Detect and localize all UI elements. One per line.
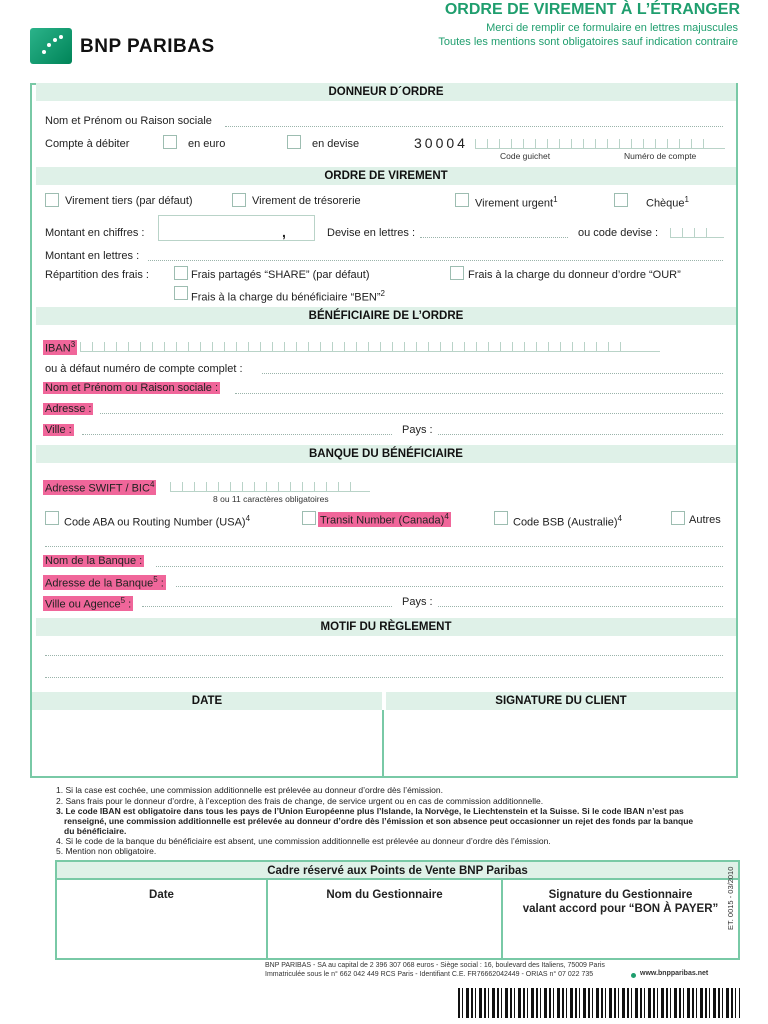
nom-banque-label: Nom de la Banque : — [45, 555, 143, 567]
cadre-date-label: Date — [149, 889, 174, 901]
devise-checkbox[interactable] — [287, 135, 301, 149]
cadre-signature-label-1: Signature du Gestionnaire — [548, 889, 693, 901]
devise-lettres-field[interactable] — [420, 237, 568, 238]
cheque-checkbox[interactable] — [614, 193, 628, 207]
bank-code-value: 30004 — [414, 135, 468, 151]
footer-bullet-icon — [631, 973, 636, 978]
signature-box[interactable] — [386, 710, 736, 776]
devise-label: en devise — [312, 138, 360, 150]
ville-agence-label: Ville ou Agence$^5$ : — [45, 596, 132, 611]
date-box[interactable] — [32, 710, 382, 776]
code-devise-label: ou code devise : — [578, 227, 659, 239]
signature-header: SIGNATURE DU CLIENT — [386, 692, 736, 710]
numero-compte-label: Numéro de compte — [624, 151, 697, 161]
devise-lettres-label: Devise en lettres : — [327, 227, 416, 239]
form-reference: ET. 0015 - 03/2010 — [726, 866, 735, 930]
date-signature-divider — [382, 710, 384, 778]
swift-label: Adresse SWIFT / BIC$^4$ — [45, 480, 155, 495]
footnote-3-cont2: du bénéficiaire. — [64, 826, 127, 836]
form-subtitle-1: Merci de remplir ce formulaire en lettres majuscules — [486, 22, 738, 34]
footer-legal-2: Immatriculée sous le n° 662 042 449 RCS Paris - Identifiant C.E. FR76662042449 - ORIAS n° 07 022 735 — [265, 971, 594, 978]
motif-line-1[interactable] — [45, 655, 723, 656]
footnote-5: 5. Mention non obligatoire. — [56, 846, 157, 856]
form-title: ORDRE DE VIREMENT À L’ÉTRANGER — [444, 1, 740, 18]
ville-agence-field[interactable] — [142, 606, 392, 607]
virement-tiers-checkbox[interactable] — [45, 193, 59, 207]
autres-label: Autres — [689, 514, 721, 526]
virement-tiers-label: Virement tiers (par défaut) — [65, 195, 193, 207]
montant-chiffres-input[interactable] — [158, 215, 315, 241]
virement-tresorerie-checkbox[interactable] — [232, 193, 246, 207]
virement-urgent-label: Virement urgent$^1$ — [475, 195, 558, 210]
beneficiaire-nom-label: Nom et Prénom ou Raison sociale : — [45, 382, 219, 394]
section-motif-header: MOTIF DU RÈGLEMENT — [36, 618, 736, 636]
repartition-frais-label: Répartition des frais : — [45, 269, 149, 281]
footnote-3-cont: renseigné, une commission additionnelle est prélevée au donneur d’ordre dès l’émission et son absence peut occasionner un rejet des fonds par la banque — [64, 816, 694, 826]
banque-code-field[interactable] — [45, 546, 723, 547]
main-form-frame — [30, 83, 738, 778]
frais-share-checkbox[interactable] — [174, 266, 188, 280]
swift-note: 8 ou 11 caractères obligatoires — [213, 494, 329, 504]
compte-debiter-label: Compte à débiter — [45, 138, 130, 150]
iban-cells[interactable] — [80, 342, 660, 352]
aba-label: Code ABA ou Routing Number (USA)$^4$ — [64, 514, 251, 529]
transit-label: Transit Number (Canada)$^4$ — [320, 512, 449, 527]
banque-pays-label: Pays : — [402, 596, 433, 608]
footnote-4: 4. Si le code de la banque du bénéficiaire est absent, une commission additionnelle est prélevée au donneur d’ordre dès l’émission. — [56, 836, 551, 846]
iban-label: IBAN$^3$ — [45, 340, 76, 355]
beneficiaire-ville-label: Ville : — [45, 424, 72, 436]
section-ordre-header: ORDRE DE VIREMENT — [36, 167, 736, 185]
virement-urgent-checkbox[interactable] — [455, 193, 469, 207]
beneficiaire-pays-field[interactable] — [438, 434, 723, 435]
frais-our-checkbox[interactable] — [450, 266, 464, 280]
adresse-banque-label: Adresse de la Banque$^5$ : — [45, 575, 164, 590]
brand-name: BNP PARIBAS — [80, 36, 215, 57]
date-header: DATE — [32, 692, 382, 710]
frais-share-label: Frais partagés “SHARE” (par défaut) — [191, 269, 370, 281]
code-devise-cells[interactable] — [670, 228, 724, 238]
cadre-gestionnaire-label: Nom du Gestionnaire — [326, 889, 443, 901]
banque-pays-field[interactable] — [438, 606, 723, 607]
code-guichet-label: Code guichet — [500, 151, 551, 161]
donneur-nom-label: Nom et Prénom ou Raison sociale — [45, 115, 212, 127]
swift-cells[interactable] — [170, 482, 370, 492]
bnp-logo-icon — [30, 28, 72, 64]
bsb-label: Code BSB (Australie)$^4$ — [513, 514, 622, 529]
aba-checkbox[interactable] — [45, 511, 59, 525]
montant-lettres-field[interactable] — [148, 260, 723, 261]
beneficiaire-adresse-label: Adresse : — [45, 403, 92, 415]
footer-legal-1: BNP PARIBAS - SA au capital de 2 396 307 068 euros - Siège social : 16, boulevard des Italiens, 75009 Paris — [265, 962, 605, 969]
transit-checkbox[interactable] — [302, 511, 316, 525]
montant-lettres-label: Montant en lettres : — [45, 250, 140, 262]
adresse-banque-field[interactable] — [176, 586, 723, 587]
virement-tresorerie-label: Virement de trésorerie — [252, 195, 361, 207]
donneur-nom-field[interactable] — [225, 126, 723, 127]
frais-ben-checkbox[interactable] — [174, 286, 188, 300]
barcode-icon — [458, 988, 740, 1018]
nom-banque-field[interactable] — [156, 566, 723, 567]
account-number-cells[interactable] — [475, 139, 725, 149]
montant-chiffres-label: Montant en chiffres : — [45, 227, 145, 239]
compte-defaut-field[interactable] — [262, 373, 723, 374]
footnote-2: 2. Sans frais pour le donneur d’ordre, à l’exception des frais de change, de service urgent ou en cas de commission additionnelle. — [56, 796, 544, 806]
beneficiaire-ville-field[interactable] — [82, 434, 392, 435]
autres-checkbox[interactable] — [671, 511, 685, 525]
cadre-reserve-title: Cadre réservé aux Points de Vente BNP Paribas — [57, 862, 738, 880]
beneficiaire-adresse-field[interactable] — [100, 413, 723, 414]
bsb-checkbox[interactable] — [494, 511, 508, 525]
euro-checkbox[interactable] — [163, 135, 177, 149]
section-donneur-header: DONNEUR D´ORDRE — [36, 83, 736, 101]
cheque-label: Chèque$^1$ — [646, 195, 689, 210]
footnote-3: 3. Le code IBAN est obligatoire dans tous les pays de l’Union Européenne plus l’Islande, la Norvège, le Liechtenstein et la Suisse. Si le code IBAN n’est pas — [56, 806, 684, 816]
euro-label: en euro — [188, 138, 226, 150]
footer-website-link[interactable]: www.bnpparibas.net — [640, 970, 709, 977]
section-beneficiaire-header: BÉNÉFICIAIRE DE L’ORDRE — [36, 307, 736, 325]
footnote-1: 1. Si la case est cochée, une commission additionnelle est prélevée au donneur d’ordre dès l’émission. — [56, 785, 443, 795]
cadre-signature-label-2: valant accord pour “BON À PAYER” — [522, 903, 719, 915]
beneficiaire-pays-label: Pays : — [402, 424, 433, 436]
motif-line-2[interactable] — [45, 677, 723, 678]
compte-defaut-label: ou à défaut numéro de compte complet : — [45, 363, 243, 375]
form-subtitle-2: Toutes les mentions sont obligatoires sauf indication contraire — [438, 36, 738, 48]
frais-our-label: Frais à la charge du donneur d’ordre “OUR” — [468, 269, 681, 281]
section-banque-header: BANQUE DU BÉNÉFICIAIRE — [36, 445, 736, 463]
cadre-reserve — [55, 860, 740, 960]
montant-comma: , — [282, 224, 286, 240]
frais-ben-label: Frais à la charge du bénéficiaire “BEN”$^2$ — [191, 289, 385, 304]
beneficiaire-nom-field[interactable] — [235, 393, 723, 394]
